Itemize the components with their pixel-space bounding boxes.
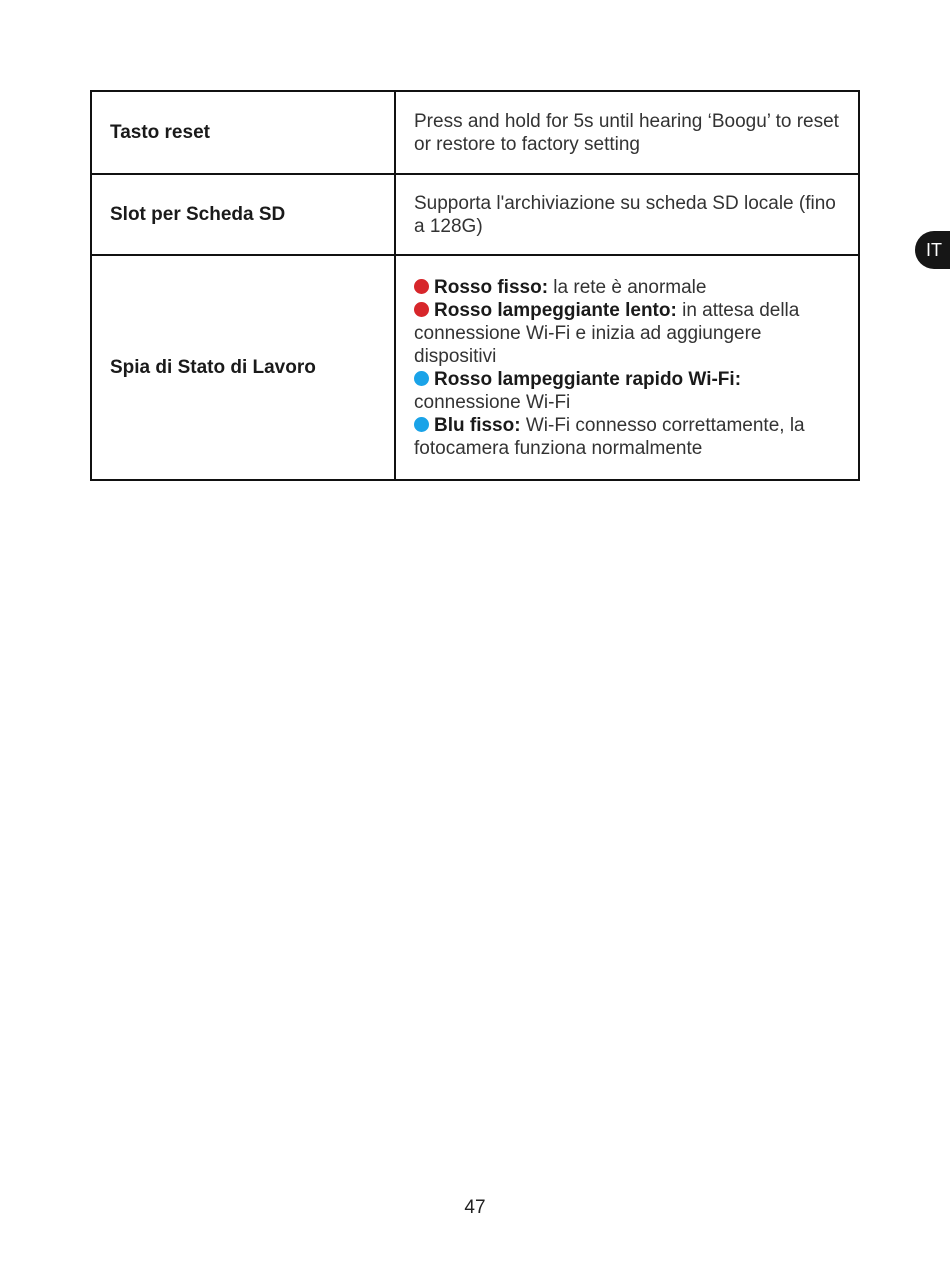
- blue-dot-icon: [414, 417, 429, 432]
- status-item-text: la rete è anormale: [548, 276, 707, 298]
- status-list: [395, 255, 859, 480]
- status-item-title: Rosso fisso:: [434, 276, 549, 298]
- row-label: Spia di Stato di Lavoro: [91, 255, 395, 480]
- status-item: [414, 414, 840, 460]
- red-dot-icon: [414, 302, 429, 317]
- language-tab: IT: [915, 231, 950, 269]
- blue-dot-icon: [414, 371, 429, 386]
- row-value: Supporta l'archiviazione su scheda SD locale (fino a 128G): [395, 174, 859, 255]
- status-item-title: Rosso lampeggiante lento:: [434, 299, 677, 321]
- page-number: 47: [464, 1197, 486, 1218]
- status-item-text: in attesa della connessione Wi-Fi e inizia ad aggiungere dispositivi: [414, 299, 800, 367]
- row-label: Tasto reset: [91, 91, 395, 174]
- status-item: [414, 368, 840, 414]
- status-item-text: connessione Wi-Fi: [414, 391, 571, 413]
- status-item-title: Blu fisso:: [434, 414, 521, 436]
- row-value: Press and hold for 5s until hearing ‘Boogu’ to reset or restore to factory setting: [395, 91, 859, 174]
- table-row: [91, 91, 859, 174]
- status-item-text: Wi-Fi connesso correttamente, la fotocamera funziona normalmente: [414, 414, 805, 459]
- row-label: Slot per Scheda SD: [91, 174, 395, 255]
- table-row: [91, 174, 859, 255]
- table-row: [91, 255, 859, 480]
- status-item-title: Rosso lampeggiante rapido Wi-Fi:: [434, 368, 742, 390]
- status-item: [414, 299, 840, 368]
- red-dot-icon: [414, 279, 429, 294]
- spec-table: [90, 90, 860, 481]
- status-item: [414, 276, 840, 299]
